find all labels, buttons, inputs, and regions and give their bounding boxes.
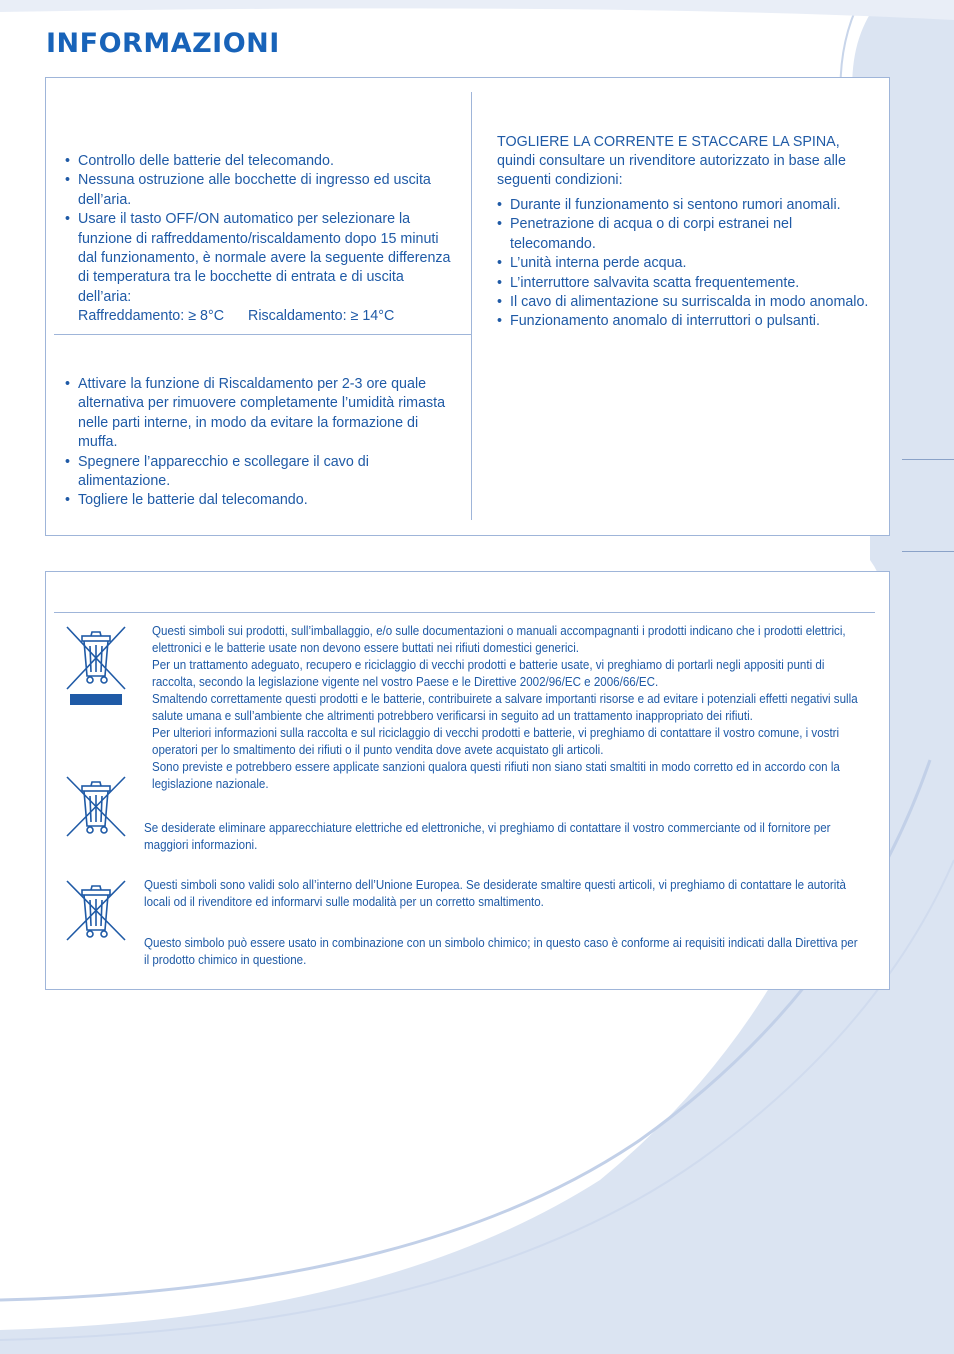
business-users-paragraph: Se desiderate eliminare apparecchiature elettriche ed elettroniche, vi preghiamo di contattare il vostro commerciante od il fornitore per maggiori informazioni. (144, 821, 831, 852)
crossed-bin-icon (64, 774, 128, 838)
disposal-box (45, 571, 890, 990)
temperature-difference-note (78, 307, 460, 326)
disposal-paragraph: Questi simboli sui prodotti, sull’imballaggio, e/o sulle documentazioni o manuali accompagnanti i prodotti indicano che i prodotti elettrici, elettronici e le batterie usate non devono essere buttati nei rifiuti domestici generici. (152, 624, 846, 655)
side-tab-line-bottom (902, 551, 954, 552)
disposal-info-text (152, 623, 864, 793)
column-divider (471, 92, 472, 520)
list-item: • L’unità interna perde acqua. (497, 254, 877, 273)
list-item: • Penetrazione di acqua o di corpi estranei nel telecomando. (497, 215, 877, 254)
eu-validity-paragraph: Questi simboli sono validi solo all’interno dell’Unione Europea. Se desiderate smaltire questi articoli, vi preghiamo di contattare le autorità locali od il rivenditore ed informarvi sulle modalità per un corretto smaltimento. (144, 878, 846, 909)
chemical-symbol-text (144, 935, 864, 969)
list-item: • Attivare la funzione di Riscaldamento per 2-3 ore quale alternativa per rimuovere completamente l’umidità rimasta nelle parti interne, in modo da evitare la formazione di muffa. (65, 375, 460, 453)
crossed-bin-icon (64, 878, 128, 942)
maintenance-box (45, 77, 890, 536)
list-item: • Il cavo di alimentazione su surriscalda in modo anomalo. (497, 293, 877, 312)
side-tab-line-top (902, 459, 954, 460)
list-item-text: Usare il tasto OFF/ON automatico per selezionare la funzione di raffreddamento/riscaldamento dopo 15 minuti dal funzionamento, è normale avere la seguente differenza di temperatura tra le bocchette di entrata e di uscita dell’aria: (78, 211, 451, 305)
list-item: • Nessuna ostruzione alle bocchette di ingresso ed uscita dell’aria. (65, 171, 460, 210)
disposal-paragraph: Sono previste e potrebbero essere applicate sanzioni qualora questi rifiuti non siano stati smaltiti in modo corretto ed in accordo con la legislazione nazionale. (152, 760, 840, 791)
cooling-value: Raffreddamento: ≥ 8°C (78, 308, 225, 325)
heating-value: Riscaldamento: ≥ 14°C (248, 308, 395, 325)
page-title: INFORMAZIONI (46, 28, 280, 59)
business-users-text (144, 820, 864, 854)
eu-validity-text (144, 877, 864, 911)
dealer-conditions-list (497, 196, 877, 332)
list-item: • Durante il funzionamento si sentono rumori anomali. (497, 196, 877, 215)
disposal-paragraph: Per ulteriori informazioni sulla raccolta e sul riciclaggio di vecchi prodotti e batterie, vi preghiamo di contattare il vostro comune, i vostri operatori per lo smaltimento dei rifiuti o il punto vendita dove avete acquistato gli articoli. (152, 726, 840, 757)
disconnect-heading: TOGLIERE LA CORRENTE E STACCARE LA SPINA, (497, 134, 840, 150)
chemical-symbol-paragraph: Questo simbolo può essere usato in combinazione con un simbolo chimico; in questo caso è conforme ai requisiti indicati dalla Direttiva per il prodotto chimico in questione. (144, 936, 858, 967)
list-item: • Controllo delle batterie del telecomando. (65, 152, 460, 171)
disposal-paragraph: Per un trattamento adeguato, recupero e riciclaggio di vecchi prodotti e batterie usate, vi preghiamo di portarli negli appositi punti di raccolta, secondo la legislazione vigente nel vostro Paese e le Direttive 2002/96/EC e 2006/66/EC. (152, 658, 825, 689)
list-item: • Funzionamento anomalo di interruttori o pulsanti. (497, 312, 877, 331)
long-inactivity-checklist (65, 375, 460, 511)
disconnect-intro: quindi consultare un rivenditore autorizzato in base alle seguenti condizioni: (497, 153, 846, 189)
list-item (65, 210, 460, 326)
crossed-bin-bar-icon (64, 624, 128, 708)
list-item: • L’interruttore salvavita scatta frequentemente. (497, 274, 877, 293)
list-item: • Spegnere l’apparecchio e scollegare il cavo di alimentazione. (65, 453, 460, 492)
pre-season-checklist (65, 152, 460, 327)
disposal-paragraph: Smaltendo correttamente questi prodotti e le batterie, contribuirete a salvare importanti risorse e ad evitare i potenziali effetti negativi sulla salute umana e sull’ambiente che altrimenti potrebbero verificarsi in seguito ad un trattamento inappropriato dei rifiuti. (152, 692, 858, 723)
list-item: • Togliere le batterie dal telecomando. (65, 491, 460, 510)
section-divider (54, 612, 875, 613)
section-divider (54, 334, 471, 335)
